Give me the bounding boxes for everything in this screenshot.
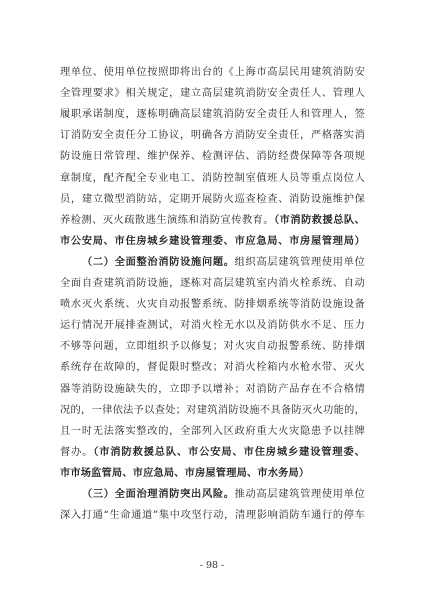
text-segment: 防设施日常管理、维护保养、检测评估、消防经费保障等各项规 [60,151,365,163]
bold-text-segment: （市消防救援总队、 [274,213,365,226]
text-line [60,65,365,80]
text-segment: 不够等问题，立即组织予以修复；对火灾自动报警系统、防排烟 [60,341,365,353]
text-line [82,487,365,502]
text-line [82,255,365,270]
bold-text-segment: （二）全面整治消防设施问题。 [82,255,235,268]
text-line [60,149,365,164]
text-segment: 章制度，配齐配全专业电工、消防控制室值班人员等重点岗位人 [60,172,365,184]
text-segment: 全面自查建筑消防设施，逐栋对高层建筑室内消火栓系统、自动 [60,278,365,289]
text-segment: 系统存在故障的，督促限时整改；对消火栓箱内水枪水带、灭火 [60,362,365,374]
text-line [60,360,365,375]
text-segment: 组织高层建筑管理使用单位 [234,256,365,268]
bold-text-segment: （市消防救援总队、市公安局、市住房城乡建设管理委、 [93,445,365,458]
text-segment: 履职承诺制度，逐栋明确高层建筑消防安全责任人和管理人，签 [60,109,365,121]
text-segment: 运行情况开展排查测试，对消火栓无水以及消防供水不足、压力 [60,320,365,332]
text-line [60,508,365,523]
text-line [60,213,365,228]
bold-text-segment: （三）全面治理消防突出风险。 [82,488,235,500]
text-segment: 况的，一律依法予以查处；对建筑消防设施不具备防灭火功能的， [60,404,365,416]
text-line [60,297,365,312]
text-segment: 全管理要求》相关规定，建立高层建筑消防安全责任人、管理人 [60,88,365,100]
text-segment: 督办。 [60,446,94,458]
bold-text-segment: 市市场监管局、市应急局、市房屋管理局、市水务局） [60,466,310,479]
text-segment: 订消防安全责任分工协议，明确各方消防安全责任，严格落实消 [60,130,365,142]
text-segment: 器等消防设施缺失的，立即予以增补；对消防产品存在不合格情 [60,383,365,395]
text-line [60,86,365,101]
text-segment: 理单位、使用单位按照即将出台的《上海市高层民用建筑消防安 [60,67,365,78]
text-segment: 养检测、灭火疏散逃生演练和消防宣传教育。 [60,214,275,226]
text-line [60,466,309,481]
text-line [60,445,365,460]
text-segment: 且一时无法落实整改的，全部列入区政府重大火灾隐患予以挂牌 [60,425,365,437]
page-number: - 98 - [199,560,225,571]
text-line [60,339,365,354]
text-segment: 员，建立微型消防站，定期开展防火巡查检查、消防设施维护保 [60,193,365,205]
text-line [60,128,365,143]
text-line [60,318,365,333]
text-segment: 推动高层建筑管理使用单位 [234,489,365,500]
text-line [60,424,365,439]
text-line [60,107,365,122]
text-line [60,192,365,207]
text-line [60,234,365,249]
text-segment: 深入打通“生命通道”集中攻坚行动，清理影响消防车通行的停车 [60,510,365,522]
bold-text-segment: 市公安局、市住房城乡建设管理委、市应急局、市房屋管理局） [60,234,365,247]
text-line [60,276,365,291]
text-line [60,171,365,186]
text-segment: 喷水灭火系统、火灾自动报警系统、防排烟系统等消防设施设备 [60,299,365,311]
text-line [60,403,365,418]
text-line [60,382,365,397]
